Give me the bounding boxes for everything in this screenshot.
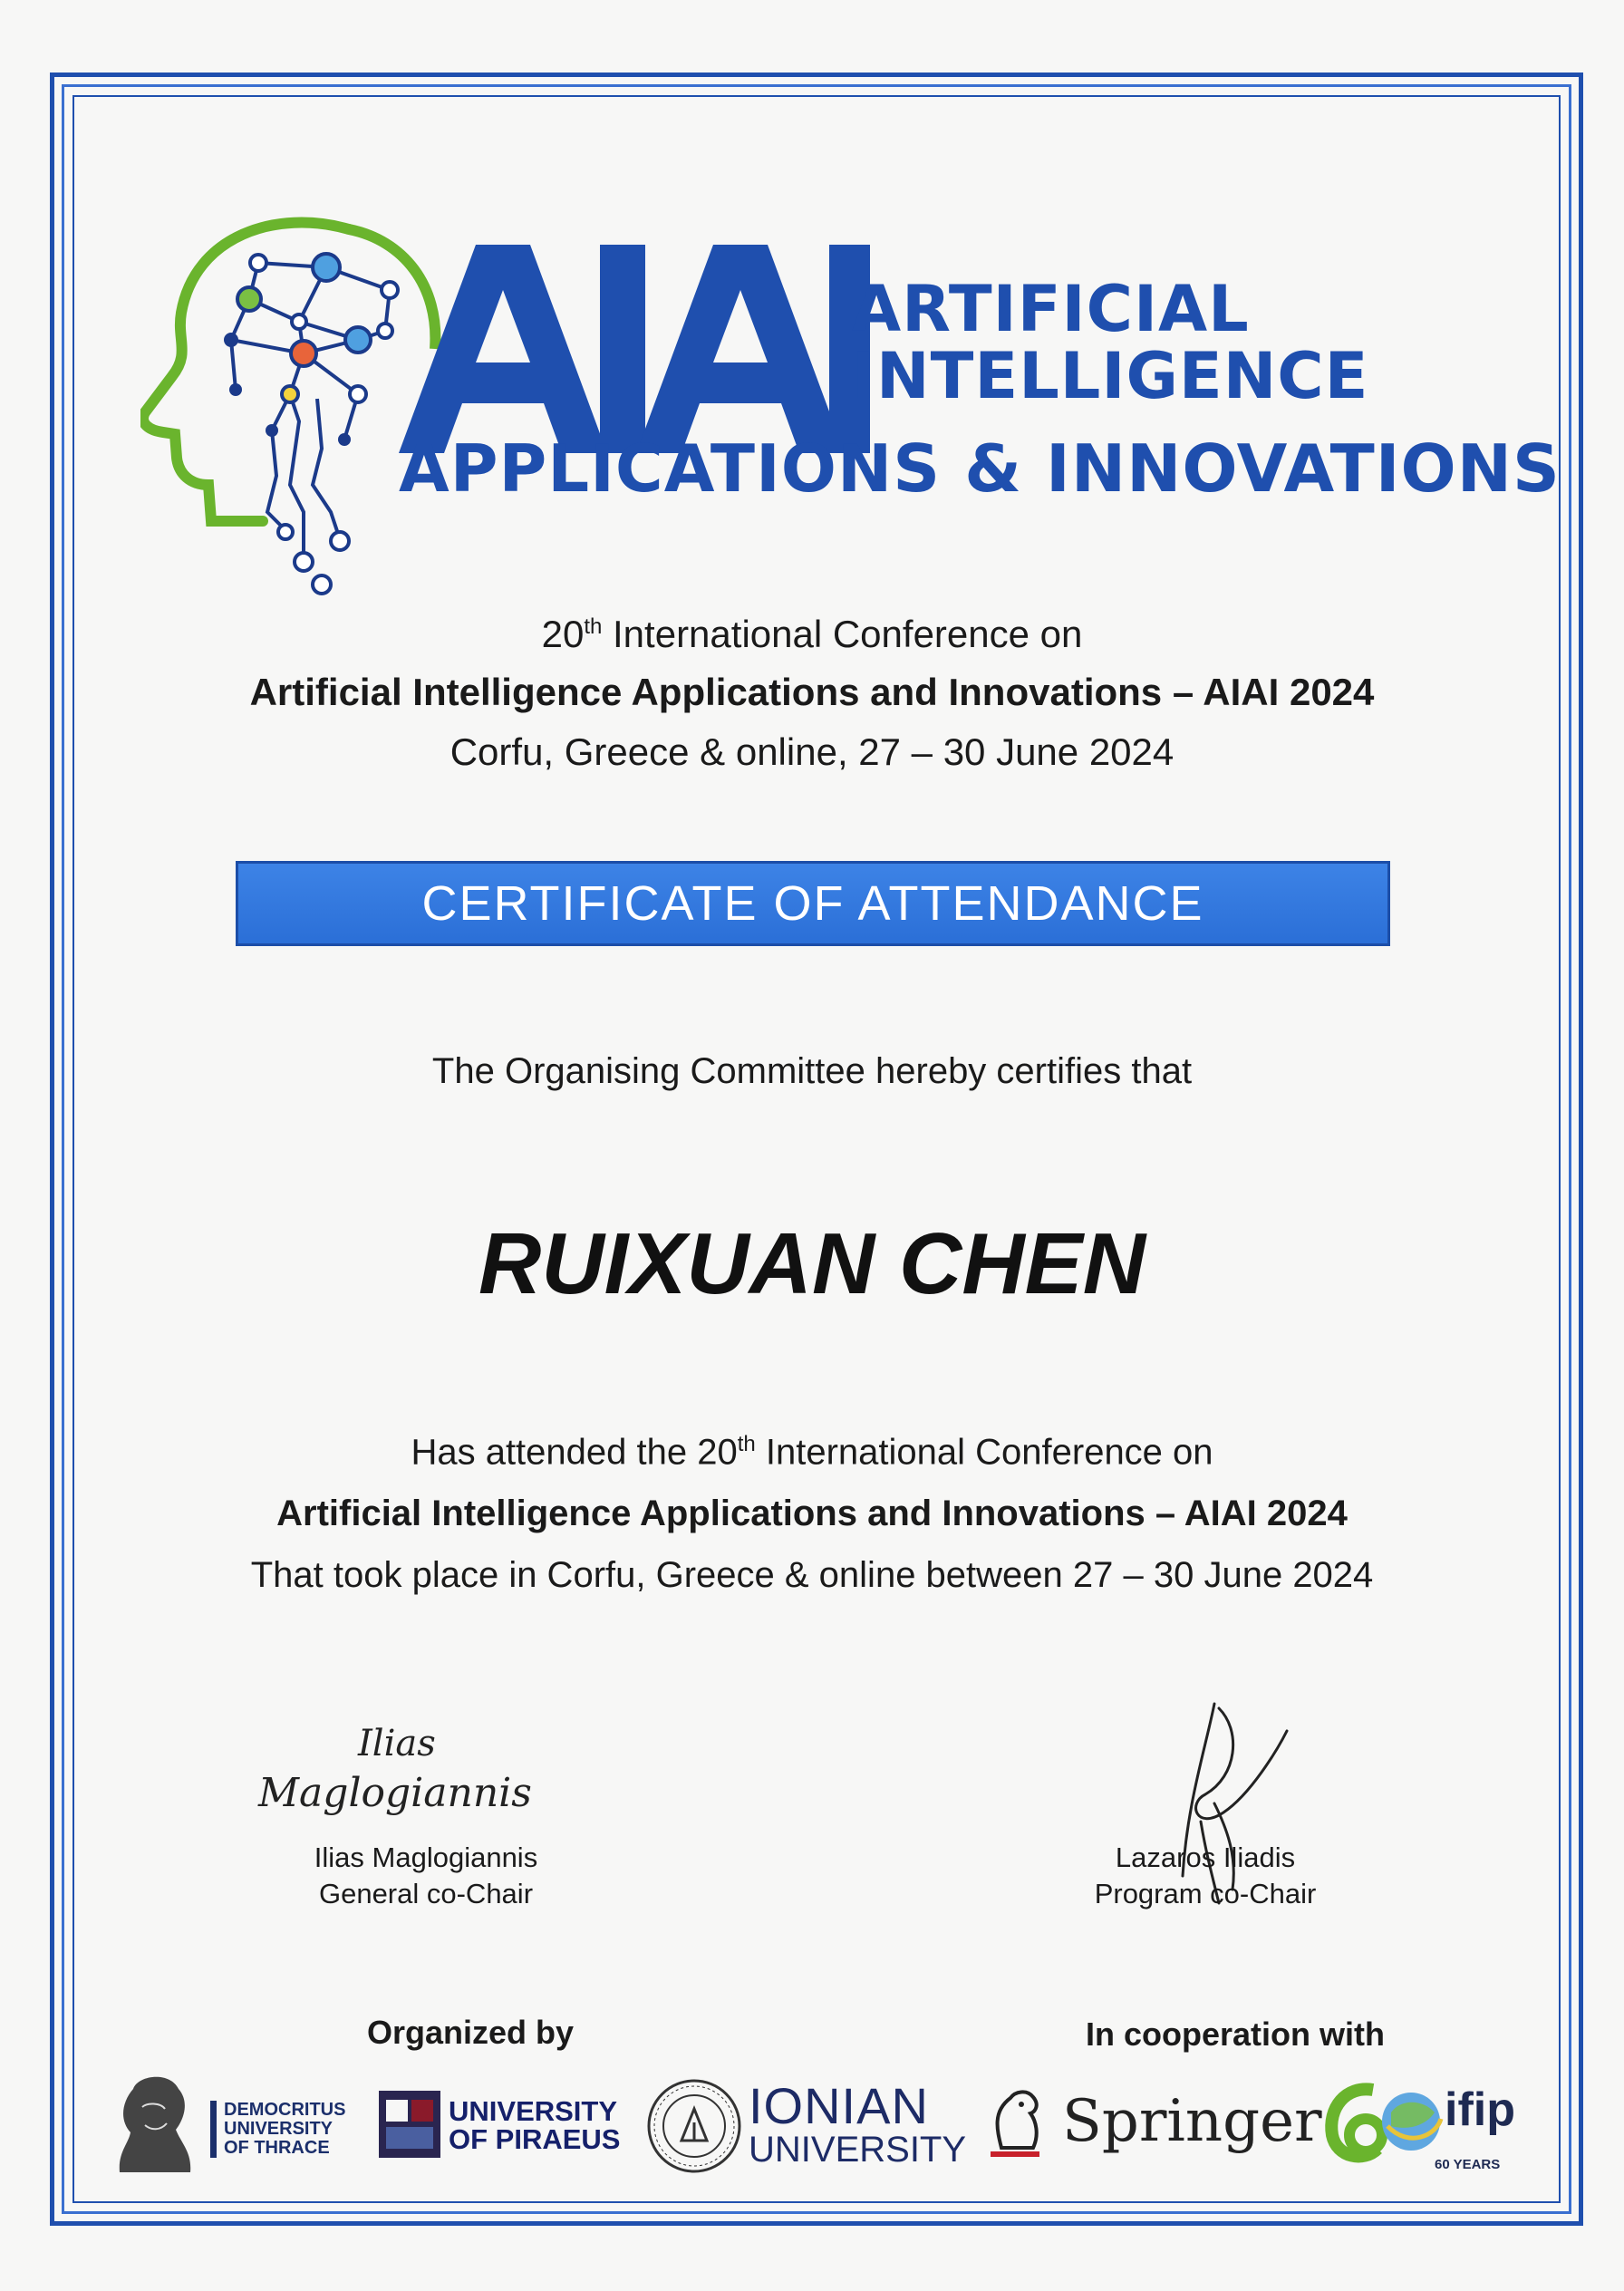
logo-line-intelligence: INTELLIGENCE <box>852 338 1369 413</box>
duth-line-1: DEMOCRITUS <box>224 2100 346 2120</box>
conference-location-date: Corfu, Greece & online, 27 – 30 June 2024 <box>450 730 1174 773</box>
democritus-university-logo <box>210 2101 345 2158</box>
democritus-bust-icon <box>111 2071 194 2175</box>
piraeus-emblem-icon <box>379 2091 440 2158</box>
left-signatory <box>272 1840 580 1913</box>
conference-ordinal-suffix: th <box>584 614 603 639</box>
attendance-ordinal: 20 <box>697 1432 738 1473</box>
left-signature-first: Ilias <box>358 1723 436 1764</box>
ionian-line-1: IONIAN <box>749 2077 929 2134</box>
left-signatory-role: General co-Chair <box>318 1878 534 1910</box>
university-of-piraeus-logo <box>449 2097 620 2153</box>
attendance-location-date: That took place in Corfu, Greece & online between 27 – 30 June 2024 <box>250 1555 1374 1595</box>
right-signatory-role: Program co-Chair <box>1094 1878 1317 1910</box>
duth-line-3: OF THRACE <box>224 2138 330 2158</box>
logo-title <box>852 272 1414 413</box>
ifip-60-years-icon <box>1310 2072 1445 2171</box>
conference-line-1 <box>0 613 1624 656</box>
springer-horse-icon <box>983 2084 1045 2164</box>
duth-line-2: UNIVERSITY <box>224 2119 334 2139</box>
organized-by-label: Organized by <box>367 2014 575 2051</box>
logo-line-applications: APPLICATIONS & INNOVATIONS <box>399 430 1561 507</box>
right-signatory <box>1051 1840 1359 1913</box>
logo-line-artificial: ARTIFICIAL <box>852 272 1250 346</box>
unipi-line-2: OF PIRAEUS <box>449 2123 621 2155</box>
left-signature-last: Maglogiannis <box>258 1770 532 1816</box>
conference-ordinal: 20 <box>541 613 585 655</box>
attendance-line-1 <box>0 1432 1624 1473</box>
attendance-line-1-rest: International Conference on <box>755 1432 1213 1473</box>
ifip-logo: ifip <box>1445 2083 1515 2136</box>
ionian-seal-icon <box>645 2077 743 2175</box>
attendance-ordinal-suffix: th <box>737 1432 756 1456</box>
conference-title: Artificial Intelligence Applications and Innovations – AIAI 2024 <box>249 671 1375 713</box>
certificate-banner: CERTIFICATE OF ATTENDANCE <box>236 861 1390 946</box>
aiai-logo-letters <box>399 245 870 453</box>
unipi-line-1: UNIVERSITY <box>449 2095 618 2127</box>
attendance-prefix: Has attended the <box>411 1432 698 1473</box>
ionian-university-logo <box>749 2077 967 2170</box>
ifip-years-label: 60 YEARS <box>1435 2157 1501 2172</box>
certifies-statement: The Organising Committee hereby certifies that <box>431 1051 1193 1091</box>
ionian-line-2: UNIVERSITY <box>749 2130 967 2170</box>
right-signatory-name: Lazaros Iliadis <box>1115 1842 1296 1873</box>
recipient-name: RUIXUAN CHEN <box>478 1215 1146 1312</box>
springer-logo: Springer <box>1062 2088 1322 2155</box>
cooperation-label: In cooperation with <box>1086 2016 1385 2053</box>
left-signatory-name: Ilias Maglogiannis <box>314 1842 538 1873</box>
left-signature-handwriting <box>254 1717 562 1817</box>
attendance-conference-title: Artificial Intelligence Applications and Innovations – AIAI 2024 <box>276 1494 1348 1533</box>
conference-line-1-rest: International Conference on <box>602 613 1083 655</box>
